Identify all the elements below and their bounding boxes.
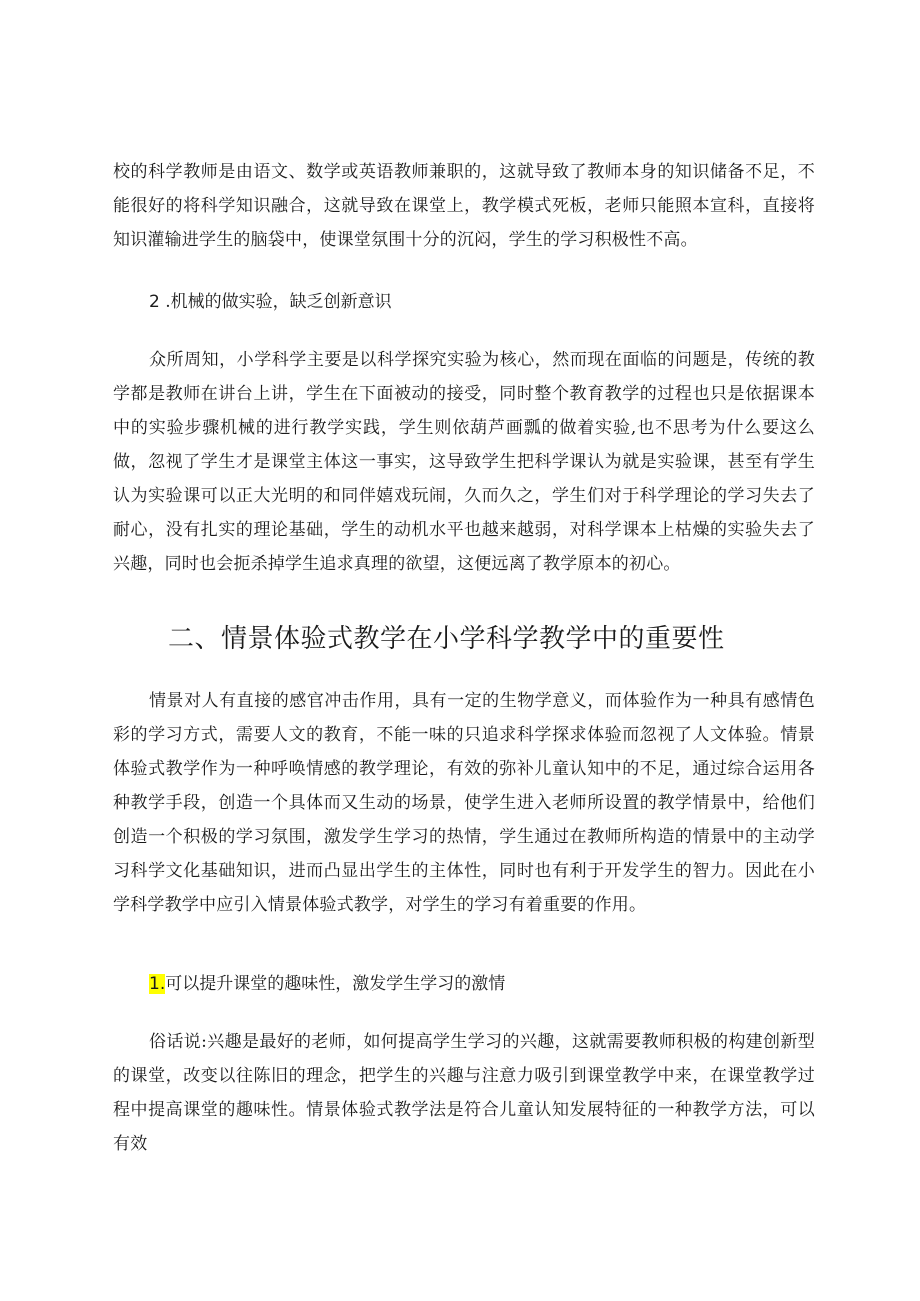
paragraph-experiment-problems: 众所周知，小学科学主要是以科学探究实验为核心，然而现在面临的问题是，传统的教学都是教师在讲台上讲，学生在下面被动的接受，同时整个教育教学的过程也只是依据课本中的实验步骤机械的进行教学实践，学生则依葫芦画瓢的做着实验,也不思考为什么要这么做，忽视了学生才是课堂主体这一事实，这导致学生把科学课认为就是实验课，甚至有学生认为实验课可以正大光明的和同伴嬉戏玩闹，久而久之，学生们对于科学理论的学习失去了耐心，没有扎实的理论基础，学生的动机水平也越来越弱，对科学课本上枯燥的实验失去了兴趣，同时也会扼杀掉学生追求真理的欲望，这便远离了教学原本的初心。 [113,350,815,574]
subheading-mechanical-experiments [149,285,392,319]
paragraph-teacher-knowledge: 校的科学教师是由语文、数学或英语教师兼职的，这就导致了教师本身的知识储备不足，不能很好的将科学知识融合，这就导致在课堂上，教学模式死板，老师只能照本宣科，直接将知识灌输进学生的脑袋中，使课堂氛围十分的沉闷，学生的学习积极性不高。 [113,162,815,250]
subheading-text: 可以提升课堂的趣味性，激发学生学习的激情 [165,974,506,994]
subheading-number: 2 [149,292,160,312]
section-title: 二、情景体验式教学在小学科学教学中的重要性 [168,624,725,654]
subheading-text: .机械的做实验，缺乏创新意识 [165,292,392,312]
subheading-classroom-interest [149,967,505,1001]
highlighted-subheading-number: 1. [149,974,166,994]
paragraph-situational-teaching: 情景对人有直接的感官冲击作用，具有一定的生物学意义，而体验作为一种具有感情色彩的学习方式，需要人文的教育，不能一味的只追求科学探求体验而忽视了人文体验。情景体验式教学作为一种呼唤情感的教学理论，有效的弥补儿童认知中的不足，通过综合运用各种教学手段，创造一个具体而又生动的场景，使学生进入老师所设置的教学情景中，给他们创造一个积极的学习氛围，激发学生学习的热情，学生通过在教师所构造的情景中的主动学习科学文化基础知识，进而凸显出学生的主体性，同时也有利于开发学生的智力。因此在小学科学教学中应引入情景体验式教学，对学生的学习有着重要的作用。 [113,691,815,915]
paragraph-interest-teacher: 俗话说:兴趣是最好的老师，如何提高学生学习的兴趣，这就需要教师积极的构建创新型的课堂，改变以往陈旧的理念，把学生的兴趣与注意力吸引到课堂教学中来，在课堂教学过程中提高课堂的趣味性。情景体验式教学法是符合儿童认知发展特征的一种教学方法，可以有效 [113,1032,815,1154]
